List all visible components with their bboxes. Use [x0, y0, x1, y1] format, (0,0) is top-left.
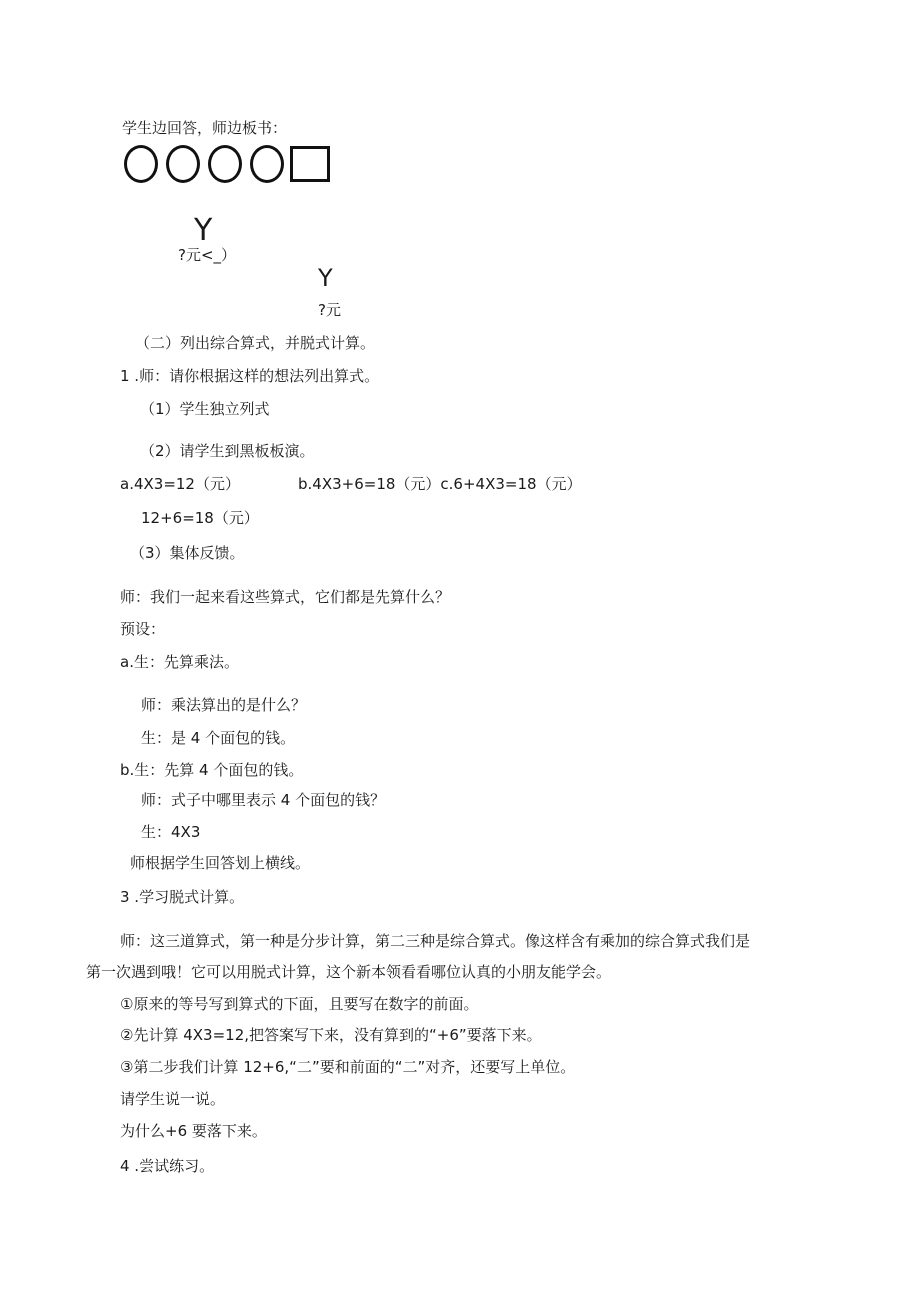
- square-icon: [290, 146, 330, 182]
- circle-icon: [250, 145, 284, 183]
- brace-mark: Y: [194, 213, 213, 248]
- text-line: 请学生说一说。: [120, 1090, 226, 1108]
- text-line: 生：是 4 个面包的钱。: [141, 729, 296, 747]
- section-heading: （二）列出综合算式，并脱式计算。: [135, 334, 376, 352]
- text-line: 第一次遇到哦！它可以用脱式计算，这个新本领看看哪位认真的小朋友能学会。: [86, 963, 612, 981]
- text-line: b.生：先算 4 个面包的钱。: [120, 761, 304, 779]
- text-line: 师：这三道算式，第一种是分步计算，第二三种是综合算式。像这样含有乘加的综合算式我们是: [120, 932, 751, 950]
- text-line: 学生边回答，师边板书：: [122, 119, 288, 137]
- text-line: （3）集体反馈。: [130, 544, 245, 562]
- text-line: 预设：: [120, 620, 166, 638]
- text-line: 3 .学习脱式计算。: [120, 888, 245, 906]
- text-line: 4 .尝试练习。: [120, 1157, 215, 1175]
- text-line: 1 .师：请你根据这样的想法列出算式。: [120, 367, 380, 385]
- text-line: ①原来的等号写到算式的下面，且要写在数字的前面。: [120, 995, 479, 1013]
- text-line: 师：乘法算出的是什么？: [141, 696, 307, 714]
- text-line: 生：4X3: [141, 823, 201, 841]
- text-line: 师：式子中哪里表示 4 个面包的钱？: [141, 791, 386, 809]
- text-line: （1）学生独立列式: [140, 400, 270, 418]
- equation-bc: b.4X3+6=18（元）c.6+4X3=18（元）: [298, 475, 582, 493]
- equation-step: 12+6=18（元）: [141, 509, 259, 527]
- equation-a: a.4X3=12（元）: [120, 475, 240, 493]
- text-line: （2）请学生到黑板板演。: [140, 442, 315, 460]
- brace-mark: Y: [318, 264, 333, 292]
- text-line: ?元<_）: [178, 246, 237, 264]
- text-line: ②先计算 4X3=12,把答案写下来，没有算到的“+6”要落下来。: [120, 1026, 542, 1044]
- text-line: 师根据学生回答划上横线。: [130, 854, 311, 872]
- circle-icon: [124, 145, 158, 183]
- text-line: ?元: [318, 301, 341, 319]
- circle-icon: [208, 145, 242, 183]
- text-line: 为什么+6 要落下来。: [120, 1122, 267, 1140]
- circle-icon: [166, 145, 200, 183]
- text-line: 师：我们一起来看这些算式，它们都是先算什么？: [120, 588, 451, 606]
- text-line: a.生：先算乘法。: [120, 653, 239, 671]
- text-line: ③第二步我们计算 12+6,“二”要和前面的“二”对齐，还要写上单位。: [120, 1058, 576, 1076]
